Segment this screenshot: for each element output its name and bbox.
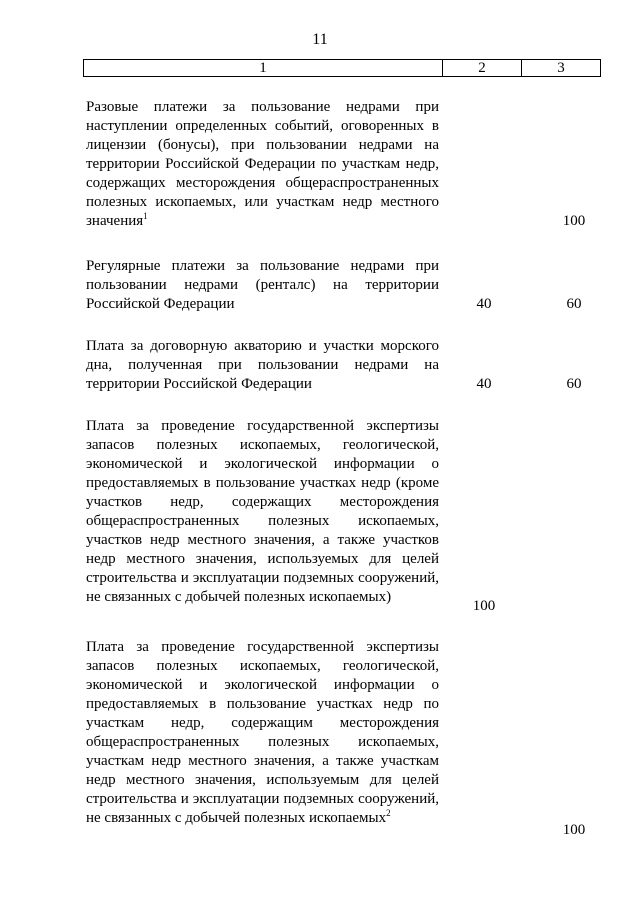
row-description: Плата за договорную акваторию и участки морского дна, полученная при пользовании недрами на территории Российской Федерации <box>86 338 439 392</box>
row-value-col3: 60 <box>566 376 582 392</box>
column-header-3: 3 <box>557 60 565 76</box>
row-value-col3: 100 <box>562 213 586 229</box>
row-description: Разовые платежи за пользование недрами при наступлении определенных событий, оговоренных в лицензии (бонусы), при пользовании недрами на территории Российской Федерации по участкам недр, содержащих месторождения общераспространенных полезных ископаемых, или участкам недр местного значения$^1$ <box>86 99 439 229</box>
row-description: Плата за проведение государственной экспертизы запасов полезных ископаемых, геологической, экономической и экологической информации о предоставляемых в пользование участках недр (кроме участков недр, содержащих месторождения общераспространенных полезных ископаемых, участков недр местного значения, а также участков недр местного значения, используемых для целей строительства и эксплуатации подземных сооружений, не связанных с добычей полезных ископаемых) <box>86 418 439 605</box>
row-value-col2: 40 <box>476 296 492 312</box>
footnote-marker: 2 <box>386 808 391 818</box>
column-header-row <box>83 59 601 77</box>
footnote-marker: 1 <box>143 211 148 221</box>
page-number: 11 <box>312 31 328 48</box>
row-value-col3: 100 <box>562 822 586 838</box>
row-value-col2: 100 <box>472 598 496 614</box>
row-description: Плата за проведение государственной экспертизы запасов полезных ископаемых, геологической, экономической и экологической информации о предоставляемых в пользование участках недр по участкам недр, содержащим месторождения общераспространенных полезных ископаемых, участкам недр местного значения, а также участкам недр местного значения, используемым для целей строительства и эксплуатации подземных сооружений, не связанных с добычей полезных ископаемых$^2$ <box>86 639 439 826</box>
row-value-col3: 60 <box>566 296 582 312</box>
row-value-col2: 40 <box>476 376 492 392</box>
row-description: Регулярные платежи за пользование недрами при пользовании недрами (ренталс) на территории Российской Федерации <box>86 258 439 312</box>
column-header-1: 1 <box>84 60 443 76</box>
column-header-2: 2 <box>443 60 522 76</box>
